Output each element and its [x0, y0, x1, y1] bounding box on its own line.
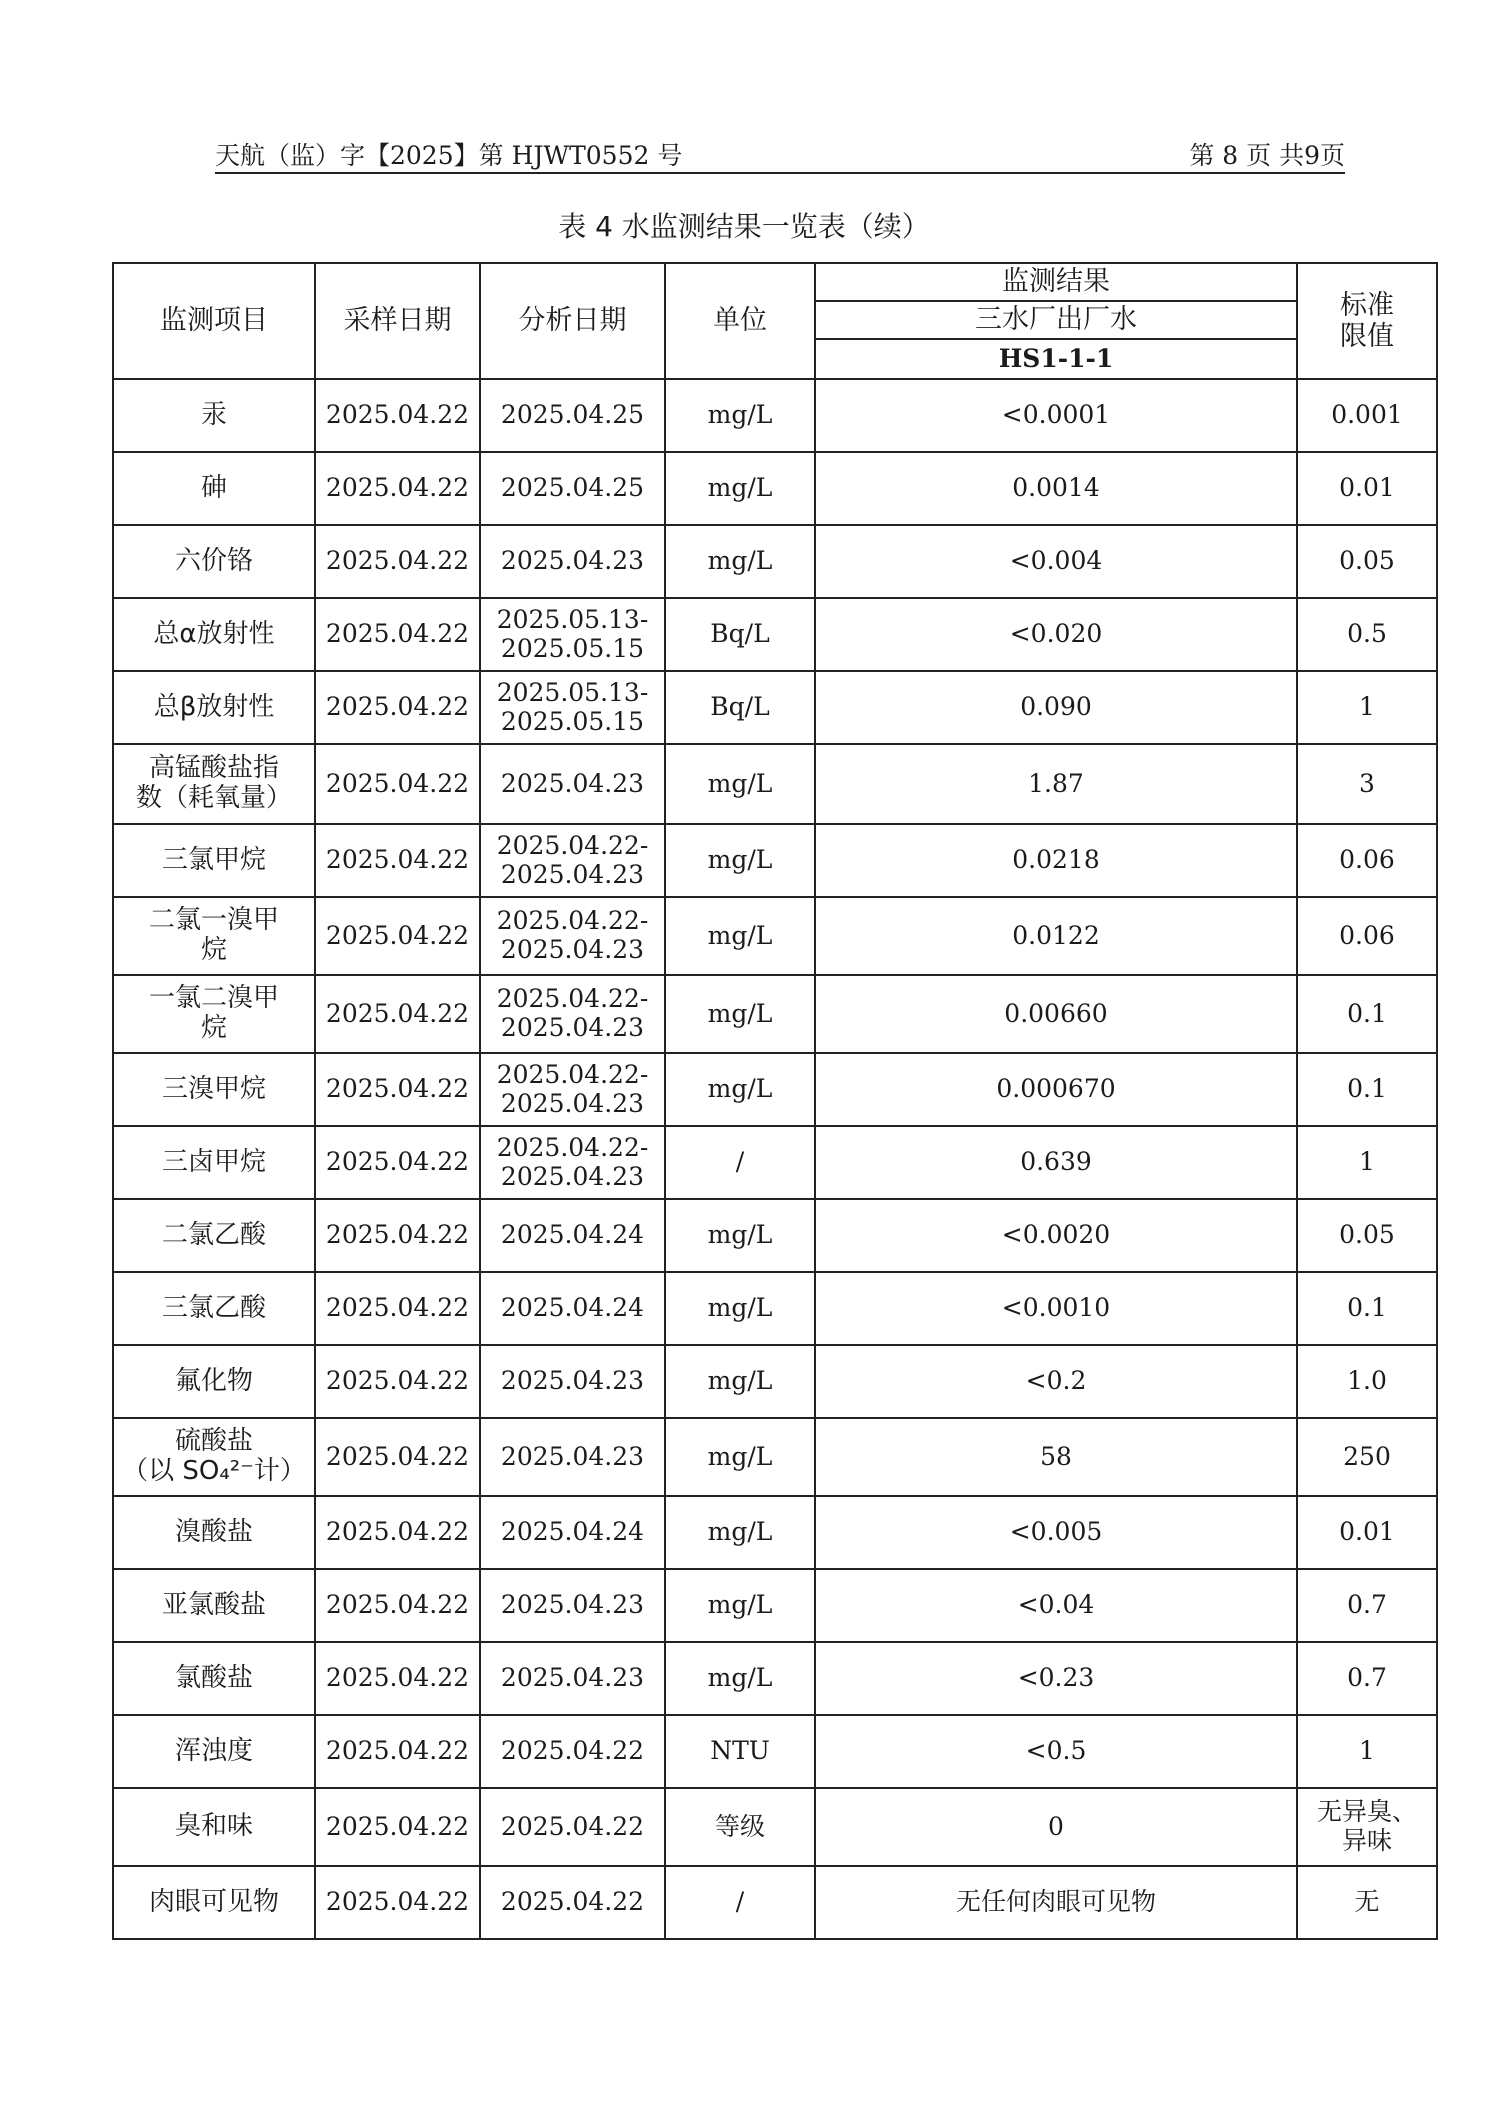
table-row: [113, 1569, 1437, 1642]
cell-item: [113, 671, 315, 744]
cell-limit: [1297, 671, 1437, 744]
cell-limit: [1297, 598, 1437, 671]
cell-item: [113, 824, 315, 897]
cell-item-text: 氟化物: [174, 1365, 253, 1396]
cell-limit-text: 3: [1359, 768, 1375, 798]
table-row: [113, 1272, 1437, 1345]
cell-analysis-date: [480, 1715, 665, 1788]
cell-analysis-date-start: 2025.04.22: [500, 1811, 645, 1841]
cell-unit: mg/L: [665, 1053, 815, 1126]
cell-analysis-date-start: 2025.04.22: [500, 1736, 645, 1766]
cell-limit: [1297, 1345, 1437, 1418]
table-row: [113, 525, 1437, 598]
cell-limit-text: 250: [1343, 1441, 1391, 1471]
cell-unit: mg/L: [665, 525, 815, 598]
cell-item: [113, 598, 315, 671]
cell-item: [113, 1345, 315, 1418]
cell-item: [113, 975, 315, 1053]
table-row: [113, 824, 1437, 897]
cell-item: [113, 1715, 315, 1788]
cell-result: 0.090: [815, 671, 1297, 744]
cell-result: 1.87: [815, 744, 1297, 824]
cell-unit: mg/L: [665, 1496, 815, 1569]
cell-limit: [1297, 1715, 1437, 1788]
cell-unit: Bq/L: [665, 671, 815, 744]
cell-result: 0.0014: [815, 452, 1297, 525]
cell-result: <0.005: [815, 1496, 1297, 1569]
cell-limit-text: 0.05: [1339, 1220, 1395, 1250]
cell-analysis-date-start: 2025.04.22-: [496, 984, 649, 1014]
monitoring-results-table: [112, 262, 1438, 1940]
cell-item-text: 六价铬: [174, 545, 253, 576]
cell-analysis-date-end: 2025.05.15: [500, 633, 645, 663]
cell-limit-text: 0.1: [1347, 1074, 1387, 1104]
cell-unit: mg/L: [665, 1569, 815, 1642]
cell-analysis-date: [480, 1496, 665, 1569]
cell-result: <0.0020: [815, 1199, 1297, 1272]
cell-analysis-date-start: 2025.04.24: [500, 1517, 645, 1547]
cell-analysis-date: [480, 1345, 665, 1418]
cell-analysis-date: [480, 824, 665, 897]
cell-limit: [1297, 1788, 1437, 1866]
cell-limit: [1297, 1569, 1437, 1642]
cell-sample-date: 2025.04.22: [315, 1788, 480, 1866]
cell-analysis-date-start: 2025.04.22-: [496, 1132, 649, 1162]
cell-limit: [1297, 379, 1437, 452]
cell-limit: [1297, 1126, 1437, 1199]
cell-unit: mg/L: [665, 379, 815, 452]
page-number: 第 8 页 共9页: [1189, 141, 1345, 170]
cell-item-text: 二氯一溴甲: [148, 905, 279, 936]
cell-unit: mg/L: [665, 1199, 815, 1272]
cell-analysis-date-start: 2025.04.22-: [496, 830, 649, 860]
cell-analysis-date: [480, 1126, 665, 1199]
cell-item-text: 浑浊度: [174, 1735, 253, 1766]
cell-sample-date: 2025.04.22: [315, 671, 480, 744]
header-divider: [215, 172, 1345, 174]
cell-limit-text-2: 异味: [1341, 1826, 1392, 1855]
cell-item: [113, 1569, 315, 1642]
cell-sample-date: 2025.04.22: [315, 1569, 480, 1642]
cell-analysis-date-start: 2025.04.22-: [496, 906, 649, 936]
cell-item: [113, 1642, 315, 1715]
table-row: [113, 1866, 1437, 1939]
cell-limit: [1297, 1272, 1437, 1345]
table-row: [113, 379, 1437, 452]
cell-limit-text: 1: [1359, 692, 1375, 722]
table-row: [113, 1788, 1437, 1866]
col-header-unit: 单位: [665, 263, 815, 379]
table-row: [113, 975, 1437, 1053]
cell-analysis-date-start: 2025.04.22-: [496, 1059, 649, 1089]
cell-sample-date: 2025.04.22: [315, 379, 480, 452]
page-header: [215, 136, 1345, 176]
cell-sample-date: 2025.04.22: [315, 744, 480, 824]
table-row: [113, 744, 1437, 824]
cell-result: 0.00660: [815, 975, 1297, 1053]
col-header-sample-date: 采样日期: [315, 263, 480, 379]
col-header-result-group: 监测结果: [815, 263, 1297, 301]
cell-limit-text: 0.5: [1347, 619, 1387, 649]
cell-analysis-date-end: 2025.04.23: [500, 1013, 645, 1042]
cell-analysis-date: [480, 1199, 665, 1272]
table-row: [113, 1053, 1437, 1126]
cell-unit: mg/L: [665, 975, 815, 1053]
cell-limit-text: 1: [1359, 1736, 1375, 1766]
cell-analysis-date: [480, 1418, 665, 1496]
cell-limit-text: 1.0: [1347, 1366, 1387, 1396]
cell-unit: mg/L: [665, 1345, 815, 1418]
cell-limit-text: 0.001: [1331, 400, 1403, 430]
cell-limit-text: 0.05: [1339, 546, 1395, 576]
cell-item-text: 三卤甲烷: [161, 1146, 266, 1177]
cell-unit: /: [665, 1126, 815, 1199]
cell-item: [113, 1496, 315, 1569]
cell-unit: mg/L: [665, 452, 815, 525]
cell-item-text: 溴酸盐: [174, 1516, 253, 1547]
cell-analysis-date-end: 2025.04.23: [500, 859, 645, 889]
cell-analysis-date: [480, 671, 665, 744]
cell-sample-date: 2025.04.22: [315, 1345, 480, 1418]
cell-analysis-date-start: 2025.04.24: [500, 1220, 645, 1250]
cell-analysis-date: [480, 598, 665, 671]
cell-analysis-date-start: 2025.04.24: [500, 1293, 645, 1323]
cell-sample-date: 2025.04.22: [315, 525, 480, 598]
cell-analysis-date-end: 2025.04.23: [500, 1161, 645, 1191]
col-header-limit: [1297, 263, 1437, 379]
cell-limit: [1297, 525, 1437, 598]
cell-sample-date: 2025.04.22: [315, 1053, 480, 1126]
cell-sample-date: 2025.04.22: [315, 1642, 480, 1715]
cell-limit-text: 0.1: [1347, 1293, 1387, 1323]
cell-unit: mg/L: [665, 744, 815, 824]
cell-result: 0: [815, 1788, 1297, 1866]
cell-sample-date: 2025.04.22: [315, 452, 480, 525]
cell-limit-text: 0.7: [1347, 1590, 1387, 1620]
col-header-analysis-date: 分析日期: [480, 263, 665, 379]
table-row: [113, 1642, 1437, 1715]
cell-limit: [1297, 1496, 1437, 1569]
cell-sample-date: 2025.04.22: [315, 598, 480, 671]
cell-limit-text: 无: [1354, 1887, 1380, 1917]
col-header-sample-id: HS1-1-1: [815, 339, 1297, 379]
cell-unit: mg/L: [665, 1642, 815, 1715]
cell-limit-text: 0.1: [1347, 998, 1387, 1028]
table-row: [113, 1345, 1437, 1418]
cell-analysis-date-start: 2025.04.23: [500, 1366, 645, 1396]
table-row: [113, 598, 1437, 671]
cell-item-text: 三溴甲烷: [161, 1073, 266, 1104]
cell-result: 无任何肉眼可见物: [815, 1866, 1297, 1939]
cell-item-text: 臭和味: [174, 1811, 253, 1842]
cell-analysis-date-start: 2025.04.25: [500, 473, 645, 503]
cell-analysis-date: [480, 525, 665, 598]
table-row: [113, 671, 1437, 744]
col-header-limit-text: 标准限值: [1340, 289, 1394, 352]
cell-limit: [1297, 1642, 1437, 1715]
cell-item-text: 总α放射性: [153, 618, 275, 649]
cell-analysis-date: [480, 1642, 665, 1715]
cell-unit: NTU: [665, 1715, 815, 1788]
cell-result: <0.0001: [815, 379, 1297, 452]
cell-analysis-date: [480, 1272, 665, 1345]
cell-result: <0.5: [815, 1715, 1297, 1788]
cell-item: [113, 1126, 315, 1199]
cell-item-text: 二氯乙酸: [161, 1219, 266, 1250]
cell-unit: /: [665, 1866, 815, 1939]
cell-analysis-date-start: 2025.04.25: [500, 400, 645, 430]
cell-analysis-date-start: 2025.04.23: [500, 1441, 645, 1471]
cell-item-text: 总β放射性: [153, 691, 275, 722]
cell-item: [113, 1418, 315, 1496]
cell-result: <0.020: [815, 598, 1297, 671]
cell-sample-date: 2025.04.22: [315, 1496, 480, 1569]
cell-unit: 等级: [665, 1788, 815, 1866]
table-row: [113, 897, 1437, 975]
cell-sample-date: 2025.04.22: [315, 1126, 480, 1199]
cell-item: [113, 1866, 315, 1939]
cell-limit: [1297, 452, 1437, 525]
cell-item-text: 亚氯酸盐: [161, 1589, 266, 1620]
cell-limit-text: 0.01: [1339, 1517, 1395, 1547]
cell-analysis-date-start: 2025.05.13-: [496, 604, 649, 634]
cell-analysis-date: [480, 975, 665, 1053]
cell-limit: [1297, 824, 1437, 897]
cell-item: [113, 1199, 315, 1272]
cell-analysis-date: [480, 1866, 665, 1939]
cell-analysis-date: [480, 1053, 665, 1126]
cell-limit-text: 无异臭、: [1316, 1797, 1417, 1827]
cell-item-text-2: 烷: [200, 1013, 227, 1043]
cell-limit: [1297, 1053, 1437, 1126]
table-body: [113, 379, 1437, 1939]
cell-limit-text: 0.01: [1339, 473, 1395, 503]
cell-analysis-date-end: 2025.04.23: [500, 935, 645, 964]
cell-item-text: 硫酸盐: [174, 1426, 253, 1457]
cell-item-text-2: 烷: [200, 935, 227, 965]
cell-unit: mg/L: [665, 1418, 815, 1496]
cell-unit: Bq/L: [665, 598, 815, 671]
table-row: [113, 1126, 1437, 1199]
table-row: [113, 1418, 1437, 1496]
cell-item: [113, 1053, 315, 1126]
cell-item-text: 肉眼可见物: [148, 1886, 279, 1917]
cell-item-text: 三氯甲烷: [161, 844, 266, 875]
cell-sample-date: 2025.04.22: [315, 1272, 480, 1345]
cell-limit-text: 0.7: [1347, 1663, 1387, 1693]
cell-sample-date: 2025.04.22: [315, 1418, 480, 1496]
cell-item: [113, 744, 315, 824]
cell-analysis-date: [480, 1569, 665, 1642]
document-number: 天航（监）字【2025】第 HJWT0552 号: [215, 141, 683, 170]
cell-analysis-date: [480, 897, 665, 975]
cell-limit: [1297, 1418, 1437, 1496]
cell-sample-date: 2025.04.22: [315, 975, 480, 1053]
cell-limit-text: 0.06: [1339, 845, 1395, 875]
cell-unit: mg/L: [665, 1272, 815, 1345]
cell-item: [113, 452, 315, 525]
cell-limit-text: 0.06: [1339, 920, 1395, 950]
cell-analysis-date: [480, 1788, 665, 1866]
cell-analysis-date-start: 2025.04.23: [500, 1590, 645, 1620]
cell-item-text: 氯酸盐: [174, 1662, 253, 1693]
table-title: 表 4 水监测结果一览表（续）: [558, 210, 930, 243]
cell-analysis-date-end: 2025.05.15: [500, 706, 645, 736]
cell-result: <0.004: [815, 525, 1297, 598]
cell-analysis-date: [480, 452, 665, 525]
cell-limit: [1297, 975, 1437, 1053]
table-row: [113, 1199, 1437, 1272]
cell-item: [113, 379, 315, 452]
cell-analysis-date-start: 2025.04.23: [500, 546, 645, 576]
cell-item-text: 汞: [200, 399, 227, 430]
cell-result: <0.0010: [815, 1272, 1297, 1345]
col-header-site: 三水厂出厂水: [815, 301, 1297, 339]
table-row: [113, 1715, 1437, 1788]
cell-result: 0.0122: [815, 897, 1297, 975]
cell-result: <0.2: [815, 1345, 1297, 1418]
cell-analysis-date-start: 2025.04.23: [500, 768, 645, 798]
cell-analysis-date: [480, 379, 665, 452]
cell-unit: mg/L: [665, 897, 815, 975]
table-row: [113, 1496, 1437, 1569]
cell-item: [113, 525, 315, 598]
cell-analysis-date-start: 2025.05.13-: [496, 677, 649, 707]
cell-item: [113, 1788, 315, 1866]
cell-result: 0.0218: [815, 824, 1297, 897]
cell-result: <0.23: [815, 1642, 1297, 1715]
cell-analysis-date-end: 2025.04.23: [500, 1088, 645, 1118]
cell-item-text: 一氯二溴甲: [148, 983, 279, 1014]
cell-sample-date: 2025.04.22: [315, 1199, 480, 1272]
cell-limit: [1297, 1199, 1437, 1272]
cell-item-text-2: （以 SO₄²⁻计）: [122, 1456, 306, 1486]
col-header-item: 监测项目: [113, 263, 315, 379]
cell-limit-text: 1: [1359, 1147, 1375, 1177]
cell-sample-date: 2025.04.22: [315, 824, 480, 897]
cell-item: [113, 897, 315, 975]
cell-unit: mg/L: [665, 824, 815, 897]
cell-limit: [1297, 744, 1437, 824]
cell-analysis-date: [480, 744, 665, 824]
cell-result: 58: [815, 1418, 1297, 1496]
table-row: [113, 452, 1437, 525]
cell-result: 0.639: [815, 1126, 1297, 1199]
cell-sample-date: 2025.04.22: [315, 1866, 480, 1939]
cell-item-text: 砷: [200, 472, 227, 503]
cell-analysis-date-start: 2025.04.22: [500, 1887, 645, 1917]
cell-sample-date: 2025.04.22: [315, 897, 480, 975]
cell-item-text-2: 数（耗氧量）: [135, 783, 292, 813]
cell-analysis-date-start: 2025.04.23: [500, 1663, 645, 1693]
cell-item: [113, 1272, 315, 1345]
cell-sample-date: 2025.04.22: [315, 1715, 480, 1788]
cell-limit: [1297, 897, 1437, 975]
cell-result: 0.000670: [815, 1053, 1297, 1126]
cell-item-text: 高锰酸盐指: [148, 753, 279, 784]
cell-limit: [1297, 1866, 1437, 1939]
cell-result: <0.04: [815, 1569, 1297, 1642]
cell-item-text: 三氯乙酸: [161, 1292, 266, 1323]
